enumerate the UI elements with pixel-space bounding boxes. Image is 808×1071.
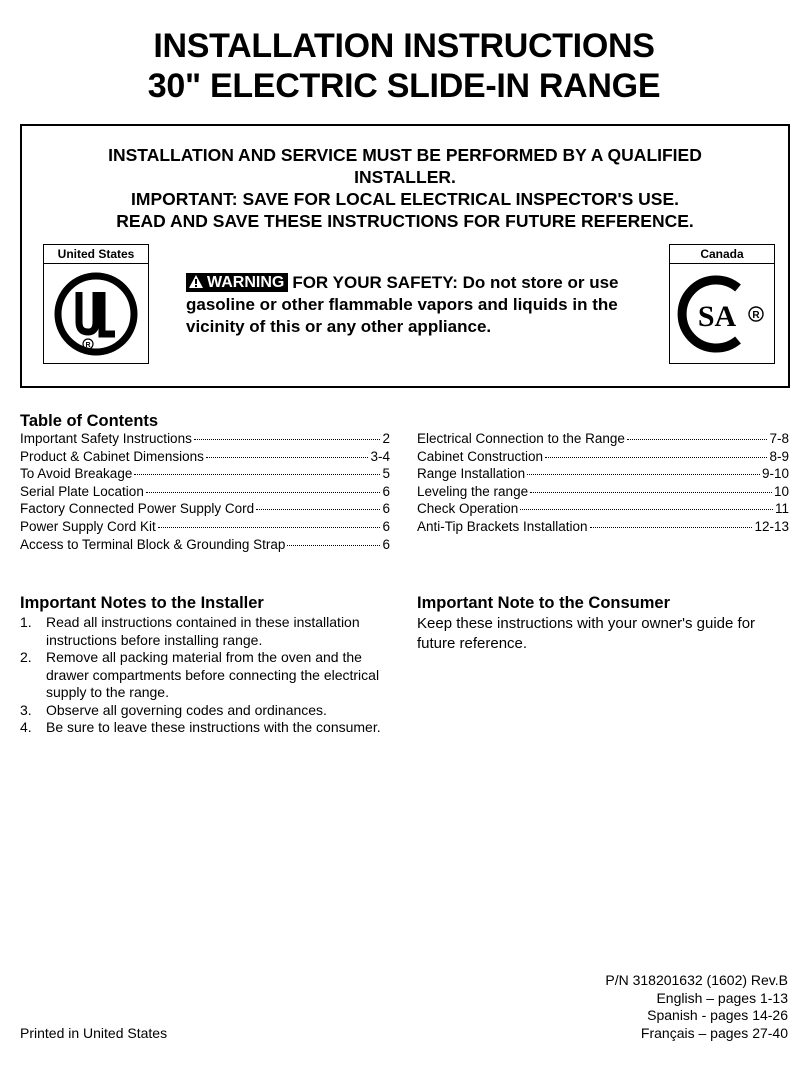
toc-entry-label: Access to Terminal Block & Grounding Strap — [20, 536, 286, 552]
notice-line-2: INSTALLER. — [354, 167, 456, 187]
installer-notes-list — [20, 614, 390, 737]
list-item — [20, 719, 390, 737]
list-item-number: 3. — [20, 701, 32, 718]
toc-entry — [417, 430, 789, 448]
toc-entry — [20, 448, 390, 466]
leader-dots — [527, 474, 760, 475]
toc-entry — [417, 518, 789, 536]
csa-logo-icon — [676, 270, 768, 358]
leader-dots — [134, 474, 380, 475]
warning-triangle-icon — [188, 274, 204, 289]
toc-entry-label: Important Safety Instructions — [20, 431, 192, 446]
list-item — [20, 614, 390, 649]
toc-entry — [417, 448, 789, 466]
warning-badge — [186, 273, 288, 292]
toc-entry-page: 6 — [382, 518, 390, 534]
svg-text:R: R — [752, 310, 760, 321]
toc-entry — [20, 465, 390, 483]
toc-entry — [20, 483, 390, 501]
toc-entry-page: 3-4 — [370, 448, 390, 464]
leader-dots — [194, 439, 381, 440]
list-item-number: 2. — [20, 649, 32, 665]
toc-entry — [20, 536, 390, 554]
french-pages: Français – pages 27-40 — [640, 1024, 788, 1041]
leader-dots — [158, 527, 381, 528]
toc-entry-page: 9-10 — [761, 466, 789, 482]
toc-left-column — [20, 430, 390, 553]
consumer-note-text: Keep these instructions with your owner's guide for future reference. — [417, 615, 756, 652]
warning-message — [186, 272, 636, 338]
list-item-text: Observe all governing codes and ordinances. — [46, 701, 327, 718]
toc-entry — [417, 483, 789, 501]
toc-entry-label: Power Supply Cord Kit — [20, 518, 156, 534]
toc-entry-label: Serial Plate Location — [20, 483, 144, 499]
toc-entry — [417, 465, 789, 483]
toc-entry-label: Leveling the range — [417, 483, 529, 499]
spanish-pages: Spanish - pages 14-26 — [647, 1007, 788, 1023]
printed-location: Printed in United States — [20, 1025, 168, 1041]
toc-entry-page: 6 — [382, 483, 390, 499]
toc-entry-label: Electrical Connection to the Range — [417, 431, 625, 446]
leader-dots — [206, 457, 369, 458]
toc-entry — [20, 500, 390, 518]
toc-entry-label: Factory Connected Power Supply Cord — [20, 501, 255, 517]
warning-text: FOR YOUR SAFETY: Do not store or use gasoline or other flammable vapors and liquids in the vicinity of this or any other appliance. — [186, 273, 619, 336]
title-line-1: INSTALLATION INSTRUCTIONS — [153, 27, 655, 65]
leader-dots — [256, 509, 380, 510]
warning-badge-label: WARNING — [207, 274, 285, 291]
toc-entry-label: Anti-Tip Brackets Installation — [417, 518, 588, 534]
notice-text — [22, 144, 788, 232]
us-label: United States — [44, 245, 148, 264]
toc-entry-page: 8-9 — [769, 448, 789, 464]
toc-entry-label: Check Operation — [417, 501, 519, 517]
list-item-text: Read all instructions contained in these installation instructions before installing range. — [46, 614, 360, 648]
toc-entry-page: 7-8 — [769, 431, 789, 446]
toc-entry-page: 5 — [382, 466, 390, 482]
toc-right-column — [417, 430, 789, 536]
notice-line-3: IMPORTANT: SAVE FOR LOCAL ELECTRICAL INSPECTOR'S USE. — [131, 189, 679, 209]
list-item-number: 4. — [20, 719, 32, 735]
list-item-number: 1. — [20, 614, 32, 630]
leader-dots — [545, 457, 767, 458]
list-item-text: Be sure to leave these instructions with the consumer. — [46, 719, 381, 735]
toc-heading: Table of Contents — [20, 412, 159, 430]
notice-line-1: INSTALLATION AND SERVICE MUST BE PERFORMED BY A QUALIFIED — [108, 145, 702, 165]
title-line-2: 30" ELECTRIC SLIDE-IN RANGE — [147, 67, 661, 105]
toc-entry-page: 6 — [382, 501, 390, 517]
leader-dots — [530, 492, 772, 493]
toc-entry-label: Range Installation — [417, 466, 526, 482]
ul-certification-badge — [43, 244, 149, 364]
document-title — [0, 26, 808, 106]
safety-notice-box — [20, 124, 790, 388]
leader-dots — [520, 509, 773, 510]
leader-dots — [627, 439, 768, 440]
list-item-text: Remove all packing material from the oven and the drawer compartments before connecting the electrical supply to the range. — [46, 649, 380, 700]
toc-entry-page: 11 — [774, 501, 789, 517]
list-item — [20, 649, 390, 702]
csa-certification-badge — [669, 244, 775, 364]
toc-entry-label: To Avoid Breakage — [20, 466, 133, 482]
list-item — [20, 702, 390, 720]
toc-entry-page: 12-13 — [754, 518, 789, 534]
toc-entry — [20, 518, 390, 536]
leader-dots — [590, 527, 753, 528]
installer-notes-heading: Important Notes to the Installer — [20, 594, 264, 612]
toc-entry — [417, 500, 789, 518]
svg-text:SA: SA — [697, 300, 737, 333]
canada-label: Canada — [670, 245, 774, 264]
toc-entry-page: 2 — [382, 431, 390, 446]
leader-dots — [287, 545, 380, 546]
english-pages: English – pages 1-13 — [656, 989, 788, 1006]
notice-line-4: READ AND SAVE THESE INSTRUCTIONS FOR FUTURE REFERENCE. — [116, 211, 694, 231]
part-number: P/N 318201632 (1602) Rev.B — [605, 972, 788, 988]
toc-entry-label: Product & Cabinet Dimensions — [20, 448, 204, 464]
svg-text:R: R — [85, 342, 91, 349]
toc-entry-page: 6 — [382, 536, 390, 552]
consumer-note-heading: Important Note to the Consumer — [417, 594, 671, 612]
toc-entry — [20, 430, 390, 448]
leader-dots — [146, 492, 381, 493]
footer-info — [605, 972, 788, 1042]
ul-logo-icon — [52, 270, 140, 358]
toc-entry-page: 10 — [773, 483, 789, 499]
toc-entry-label: Cabinet Construction — [417, 448, 544, 464]
